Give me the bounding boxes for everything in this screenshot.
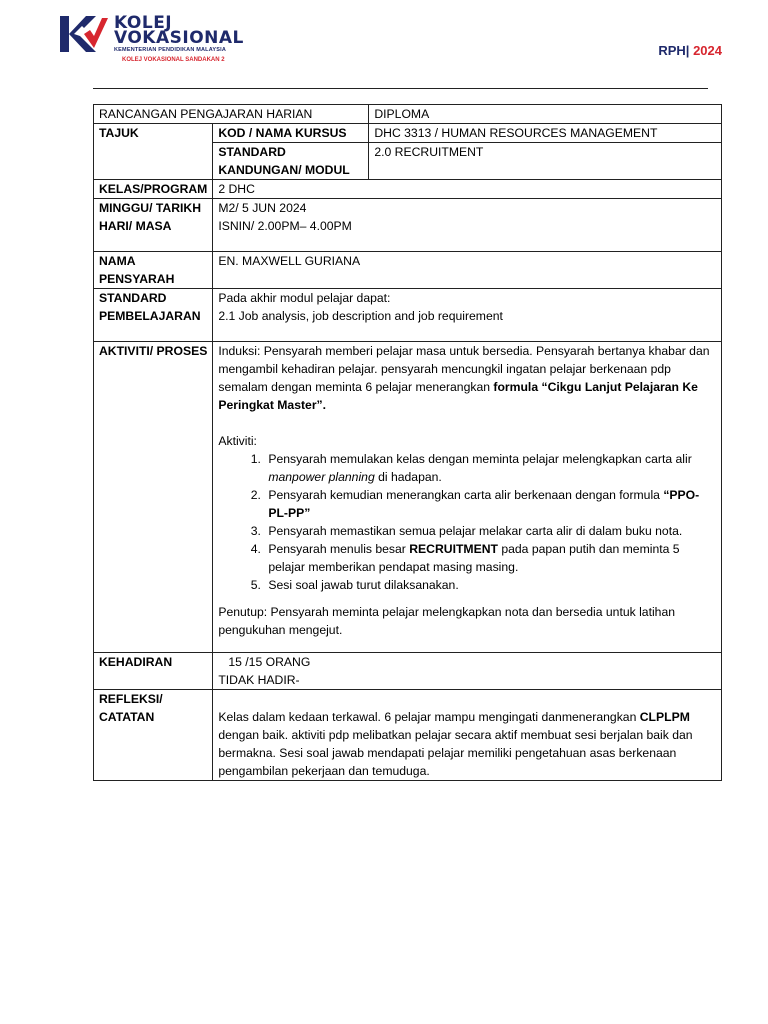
table-row-standard-pembelajaran [94,289,722,342]
plan-title: RANCANGAN PENGAJARAN HARIAN [94,105,369,124]
induksi-text: Induksi: Pensyarah memberi pelajar masa untuk bersedia. Pensyarah bertanya khabar dan mengambil kehadiran pelajar. pensyarah mencungkil ingatan pelajar berkenaan pdp semalam dengan meminta 6 pelajar menerangkan [218,344,710,394]
rph-year-label [658,43,722,58]
step-2-formula: “PPO-PL-PP” [268,488,700,520]
minggu-label: MINGGU/ TARIKH HARI/ MASA [94,199,213,252]
logo-text-kolej: KOLEJ [114,13,173,33]
page-header [0,0,768,95]
refleksi-cell [213,690,722,781]
penutup-paragraph: Penutup: Pensyarah meminta pelajar melengkapkan nota dan bersedia untuk latihan pengukuhan mengejut. [218,605,676,637]
logo-subtitle: KEMENTERIAN PENDIDIKAN MALAYSIA [114,47,227,53]
refleksi-paragraph [218,708,716,780]
aktiviti-label: AKTIVITI/ PROSES [94,342,213,653]
plan-level: DIPLOMA [369,105,722,124]
rph-year: 2024 [693,43,722,58]
aktiviti-heading: Aktiviti: [218,434,257,448]
step-4-end: pada papan putih dan meminta 5 pelajar memberikan pendapat masing masing. [268,542,680,574]
refleksi-bold: CLPLPM [639,710,690,724]
standard-kandungan-value: 2.0 RECRUITMENT [369,143,722,180]
induksi-formula: formula “Cikgu Lanjut Pelajaran Ke Peringkat Master”. [218,380,698,412]
minggu-value: M2/ 5 JUN 2024 [218,201,307,215]
step-1-italic: manpower planning [268,470,375,484]
table-row-kelas [94,180,722,199]
table-row-nama [94,252,722,289]
table-row-minggu [94,199,722,252]
nama-value: EN. MAXWELL GURIANA [213,252,722,289]
kelas-label: KELAS/PROGRAM [94,180,213,199]
step-4-bold: RECRUITMENT [409,542,498,556]
kod-label: KOD / NAMA KURSUS [213,124,369,143]
aktiviti-cell [213,342,722,653]
kolej-vokasional-logo [60,14,260,70]
list-item [264,576,716,594]
nama-label: NAMA PENSYARAH [94,252,213,289]
table-row-kehadiran [94,653,722,690]
sp-line-1: Pada akhir modul pelajar dapat: [218,291,391,305]
list-item [264,486,716,522]
step-4-text: Pensyarah menulis besar [268,542,410,556]
header-divider [93,88,708,89]
step-1-end: di hadapan. [374,470,442,484]
aktiviti-list [218,450,716,594]
table-row-title [94,105,722,124]
refleksi-label: REFLEKSI/ CATATAN [94,690,213,781]
list-item [264,450,716,486]
standard-pembelajaran-cell [213,289,722,342]
step-3-text: Pensyarah memastikan semua pelajar melakar carta alir di dalam buku nota. [268,524,683,538]
step-5-text: Sesi soal jawab turut dilaksanakan. [268,578,459,592]
tajuk-label: TAJUK [94,124,213,180]
list-item [264,540,716,576]
tidak-hadir: TIDAK HADIR- [218,673,300,687]
kehadiran-value: 15 /15 ORANG [228,655,311,669]
standard-pembelajaran-label: STANDARD PEMBELAJARAN [94,289,213,342]
standard-kandungan-label: STANDARD KANDUNGAN/ MODUL [213,143,369,180]
kelas-value: 2 DHC [213,180,722,199]
minggu-cell [213,199,722,252]
rph-label: RPH| [658,43,690,58]
step-1-text: Pensyarah memulakan kelas dengan meminta pelajar melengkapkan carta alir [268,452,692,466]
step-2-text: Pensyarah kemudian menerangkan carta alir berkenaan dengan formula [268,488,664,502]
kehadiran-label: KEHADIRAN [94,653,213,690]
logo-text-vokasional: VOKASIONAL [114,28,244,48]
table-row-refleksi [94,690,722,781]
masa-value: ISNIN/ 2.00PM– 4.00PM [218,219,352,233]
refleksi-end: dengan baik. aktiviti pdp melibatkan pelajar secara aktif membuat sesi berjalan baik dan bermakna. Sesi soal jawab mendapati pelajar memiliki pengetahuan asas berkenaan pengambilan pekerjaan dan temuduga. [218,728,693,778]
induksi-paragraph [218,342,716,414]
list-item [264,522,716,540]
kod-value: DHC 3313 / HUMAN RESOURCES MANAGEMENT [369,124,722,143]
kehadiran-cell [213,653,722,690]
sp-line-2: 2.1 Job analysis, job description and job requirement [218,309,503,323]
table-row-aktiviti [94,342,722,653]
logo-college-name: KOLEJ VOKASIONAL SANDAKAN 2 [122,57,225,63]
table-row-tajuk [94,124,722,143]
kv-logo-icon [60,14,110,56]
lesson-plan-table [93,104,722,781]
refleksi-text: Kelas dalam kedaan terkawal. 6 pelajar mampu mengingati danmenerangkan [218,710,640,724]
